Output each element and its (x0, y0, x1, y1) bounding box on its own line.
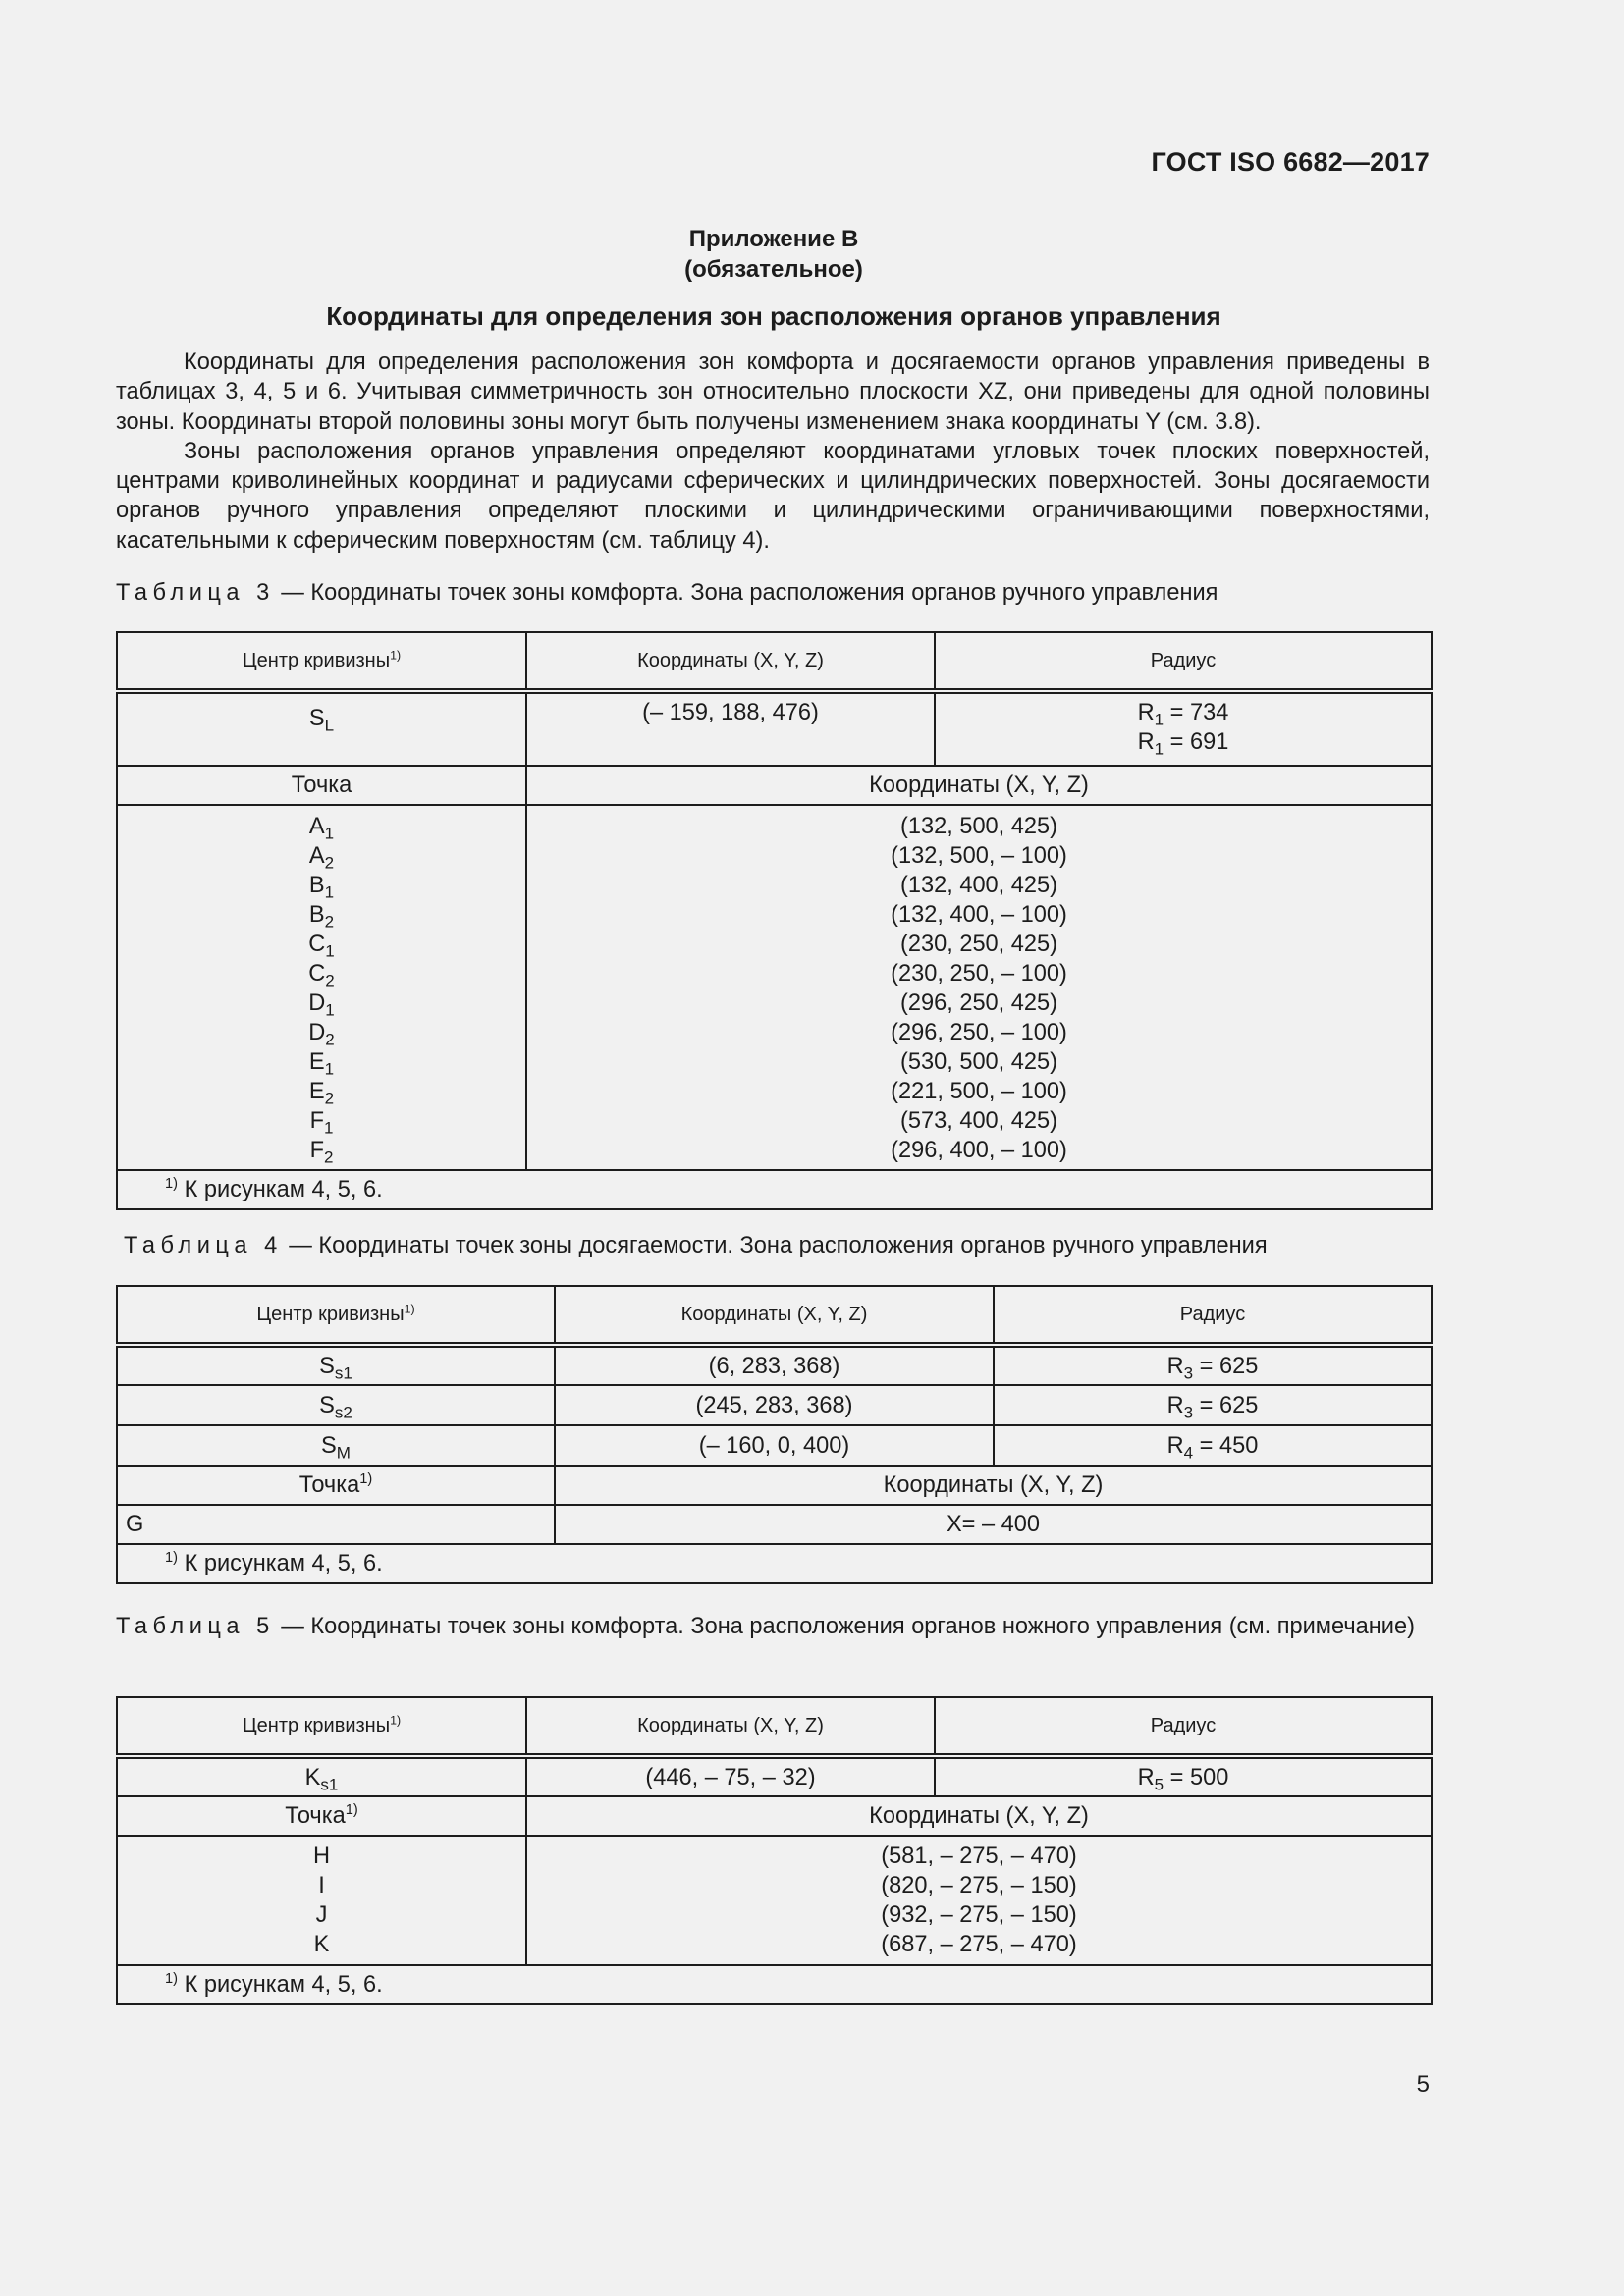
table4-footnote: $^{1)}$ К рисункам 4, 5, 6. (117, 1544, 1432, 1583)
annex-status: (обязательное) (684, 256, 863, 283)
table-point-coords: (132, 400, 425) (899, 873, 1058, 898)
table-point: $B_2$ (308, 902, 335, 932)
table-point-coords: (230, 250, 425) (899, 932, 1058, 957)
table3-points-header: Точка (117, 766, 526, 805)
table5 (116, 1696, 1433, 2005)
table4-coords: (245, 283, 368) (555, 1385, 994, 1425)
table3-header-center: Центр кривизны$^{1)}$ (117, 632, 526, 691)
table4-center: $S_{s1}$ (117, 1345, 555, 1385)
table3 (116, 631, 1433, 1210)
table-point-coords: (132, 500, 425) (899, 814, 1058, 839)
annex-heading (116, 224, 1432, 285)
table-point: $F_1$ (309, 1108, 334, 1138)
table3-radius-2: $R_1 = 691$ (1137, 729, 1229, 759)
table5-points-header: Точка$^{1)}$ (117, 1796, 526, 1836)
table5-header-center: Центр кривизны$^{1)}$ (117, 1697, 526, 1756)
table-point: $C_2$ (308, 961, 335, 990)
table-point: $B_1$ (308, 873, 335, 902)
table4-title: — Координаты точек зоны досягаемости. Зона расположения органов ручного управления (289, 1233, 1268, 1258)
table-point: $D_1$ (308, 990, 335, 1020)
table3-radius-1: $R_1 = 734$ (1137, 700, 1229, 729)
table-point: $E_2$ (308, 1079, 335, 1108)
table-point-coords: (573, 400, 425) (899, 1108, 1058, 1134)
table4-header-radius: Радиус (994, 1286, 1432, 1345)
table-point-coords: (932, – 275, – 150) (881, 1902, 1077, 1928)
table4-point-row (117, 1505, 1432, 1544)
table4-point-coords: X= – 400 (555, 1505, 1432, 1544)
table4-caption (124, 1231, 1437, 1261)
table-point-coords: (820, – 275, – 150) (881, 1873, 1077, 1898)
table3-points-row (117, 805, 1432, 1170)
table-point-coords: (132, 400, – 100) (891, 902, 1067, 928)
table4-row (117, 1345, 1432, 1385)
table-point: $C_1$ (308, 932, 335, 961)
table5-footnote: $^{1)}$ К рисункам 4, 5, 6. (117, 1965, 1432, 2004)
annex-title: Приложение В (688, 226, 859, 252)
paragraph-2: Зоны расположения органов управления определяют координатами угловых точек плоских поверхностей, центрами криволинейных координат и радиусами сферических и цилиндрических поверхностей. Зоны досягаемости органов ручного управления определяют плоскими и цилиндрическими ограничивающими поверхностями, касательными к сферическим поверхностям (см. таблицу 4). (116, 438, 1430, 554)
table3-footnote: $^{1)}$ К рисункам 4, 5, 6. (117, 1170, 1432, 1209)
table3-center-name: $S_L$ (117, 691, 526, 766)
table5-label: Таблица 5 (116, 1614, 275, 1639)
table5-center-row (117, 1756, 1432, 1796)
table3-header-radius: Радиус (935, 632, 1432, 691)
table4-points-header: Точка$^{1)}$ (117, 1466, 555, 1505)
table4 (116, 1285, 1433, 1584)
table-point-coords: (230, 250, – 100) (891, 961, 1067, 987)
table5-caption (116, 1612, 1430, 1642)
table-point: H (312, 1843, 331, 1869)
table3-center-coords: (– 159, 188, 476) (526, 691, 935, 766)
table-point-coords: (530, 500, 425) (899, 1049, 1058, 1075)
table-point-coords: (581, – 275, – 470) (881, 1843, 1077, 1869)
table-point: $E_1$ (308, 1049, 335, 1079)
table4-coords: (– 160, 0, 400) (555, 1425, 994, 1466)
table3-radii (935, 691, 1432, 766)
table5-point-coords (526, 1836, 1432, 1965)
table-point: $A_2$ (308, 843, 335, 873)
table4-radius: $R_4 = 450$ (994, 1425, 1432, 1466)
table-point: $D_2$ (308, 1020, 335, 1049)
table3-title: — Координаты точек зоны комфорта. Зона расположения органов ручного управления (281, 580, 1218, 606)
table-point: $F_2$ (309, 1138, 334, 1167)
table-point-coords: (132, 500, – 100) (891, 843, 1067, 869)
annex-subject-title: Координаты для определения зон расположения органов управления (326, 301, 1221, 331)
table-point-coords: (296, 400, – 100) (891, 1138, 1067, 1163)
table4-label: Таблица 4 (124, 1233, 283, 1258)
body-text (116, 347, 1430, 556)
table-point-coords: (221, 500, – 100) (891, 1079, 1067, 1104)
table3-label: Таблица 3 (116, 580, 275, 606)
table5-points-header-row (117, 1796, 1432, 1836)
table-point: J (315, 1902, 328, 1928)
table5-points-coords-header: Координаты (X, Y, Z) (526, 1796, 1432, 1836)
table5-center-name: $K_{s1}$ (117, 1756, 526, 1796)
table4-center: $S_M$ (117, 1425, 555, 1466)
table3-caption (116, 578, 1430, 609)
table4-point-name: G (117, 1505, 555, 1544)
table4-points-header-row (117, 1466, 1432, 1505)
table5-header-radius: Радиус (935, 1697, 1432, 1756)
table-point: I (318, 1873, 325, 1898)
table4-row (117, 1425, 1432, 1466)
table-point: $A_1$ (308, 814, 335, 843)
table3-header-coords: Координаты (X, Y, Z) (526, 632, 935, 691)
table4-points-coords-header: Координаты (X, Y, Z) (555, 1466, 1432, 1505)
table-point: K (313, 1932, 330, 1957)
table3-points-coords-header: Координаты (X, Y, Z) (526, 766, 1432, 805)
table-point-coords: (296, 250, 425) (899, 990, 1058, 1016)
table4-coords: (6, 283, 368) (555, 1345, 994, 1385)
table3-center-row (117, 691, 1432, 766)
table5-footnote-row (117, 1965, 1432, 2004)
table4-footnote-row (117, 1544, 1432, 1583)
table4-radius: $R_3 = 625$ (994, 1345, 1432, 1385)
table3-point-coords (526, 805, 1432, 1170)
table5-header-coords: Координаты (X, Y, Z) (526, 1697, 935, 1756)
table3-points-header-row (117, 766, 1432, 805)
table3-header-row (117, 632, 1432, 691)
table3-point-names (117, 805, 526, 1170)
table5-title: — Координаты точек зоны комфорта. Зона расположения органов ножного управления (см. примечание) (281, 1614, 1415, 1639)
paragraph-1: Координаты для определения расположения зон комфорта и досягаемости органов управления приведены в таблицах 3, 4, 5 и 6. Учитывая симметричность зон относительно плоскости XZ, они приведены для одной половины зоны. Координаты второй половины зоны могут быть получены изменением знака координаты Y (см. 3.8). (116, 349, 1430, 435)
table4-center: $S_{s2}$ (117, 1385, 555, 1425)
table4-radius: $R_3 = 625$ (994, 1385, 1432, 1425)
table5-radius: $R_5 = 500$ (935, 1756, 1432, 1796)
table4-row (117, 1385, 1432, 1425)
table4-header-coords: Координаты (X, Y, Z) (555, 1286, 994, 1345)
page-number: 5 (1416, 2071, 1430, 2098)
table5-points-row (117, 1836, 1432, 1965)
document-code: ГОСТ ISO 6682—2017 (1151, 147, 1430, 177)
table5-center-coords: (446, – 75, – 32) (526, 1756, 935, 1796)
table4-header-center: Центр кривизны$^{1)}$ (117, 1286, 555, 1345)
table5-point-names (117, 1836, 526, 1965)
table-point-coords: (687, – 275, – 470) (881, 1932, 1077, 1957)
table3-footnote-row (117, 1170, 1432, 1209)
table-point-coords: (296, 250, – 100) (891, 1020, 1067, 1045)
table4-header-row (117, 1286, 1432, 1345)
table5-header-row (117, 1697, 1432, 1756)
